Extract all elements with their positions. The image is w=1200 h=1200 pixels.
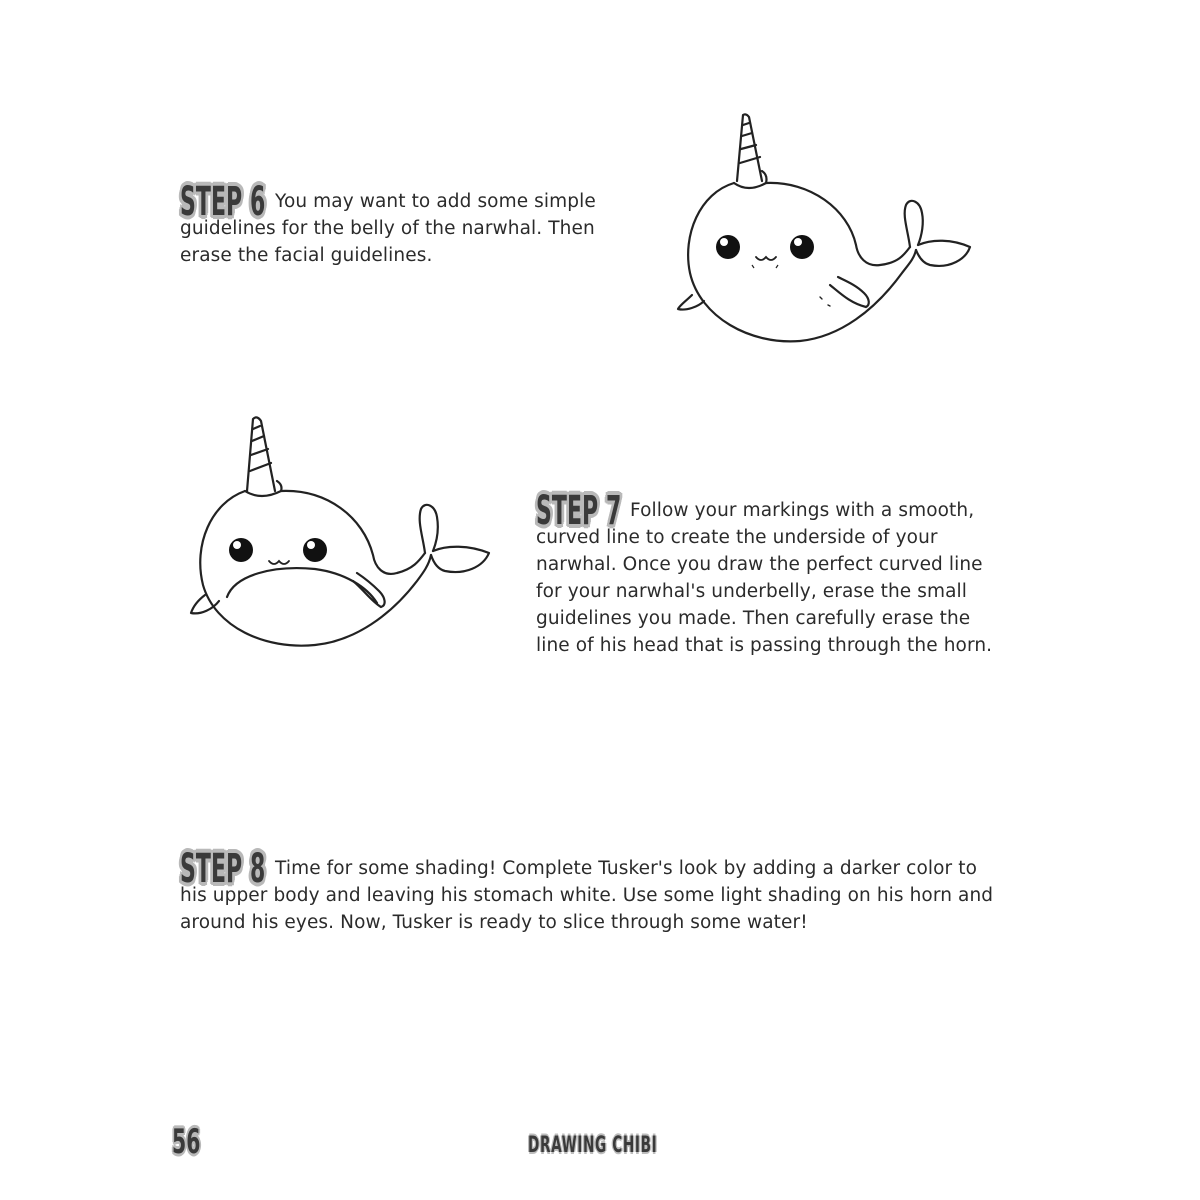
step-7-text: Follow your markings with a smooth, curved line to create the underside of your narwhal. Once you draw the perfect curved line for your narwhal's underbelly, erase the small guidelines you made. Then carefully erase the line of his head that is passing through the horn. [536,500,993,656]
narwhal-step-7-illustration [185,405,505,660]
step-6-text: You may want to add some simple guidelines for the belly of the narwhal. Then erase the facial guidelines. [180,191,596,266]
step-8-label: STEP 8 [180,846,266,892]
step-8-paragraph [180,855,1000,936]
step-7-block [536,488,996,659]
step-7-label: STEP 7 [536,488,622,534]
step-8-block [180,846,1000,936]
step-7-badge [536,488,636,541]
step-8-text: Time for some shading! Complete Tusker's look by adding a darker color to his upper body and leaving his stomach white. Use some light shading on his horn and around his eyes. Now, Tusker is ready to slice through some water! [180,858,994,933]
step-6-badge [180,179,280,232]
narwhal-step-6-illustration [670,105,990,355]
step-6-label: STEP 6 [180,179,266,225]
book-title: DRAWING CHIBI [528,1133,658,1158]
step-6-block [180,179,640,269]
step-8-badge [180,846,280,899]
page-number: 56 [172,1122,201,1162]
